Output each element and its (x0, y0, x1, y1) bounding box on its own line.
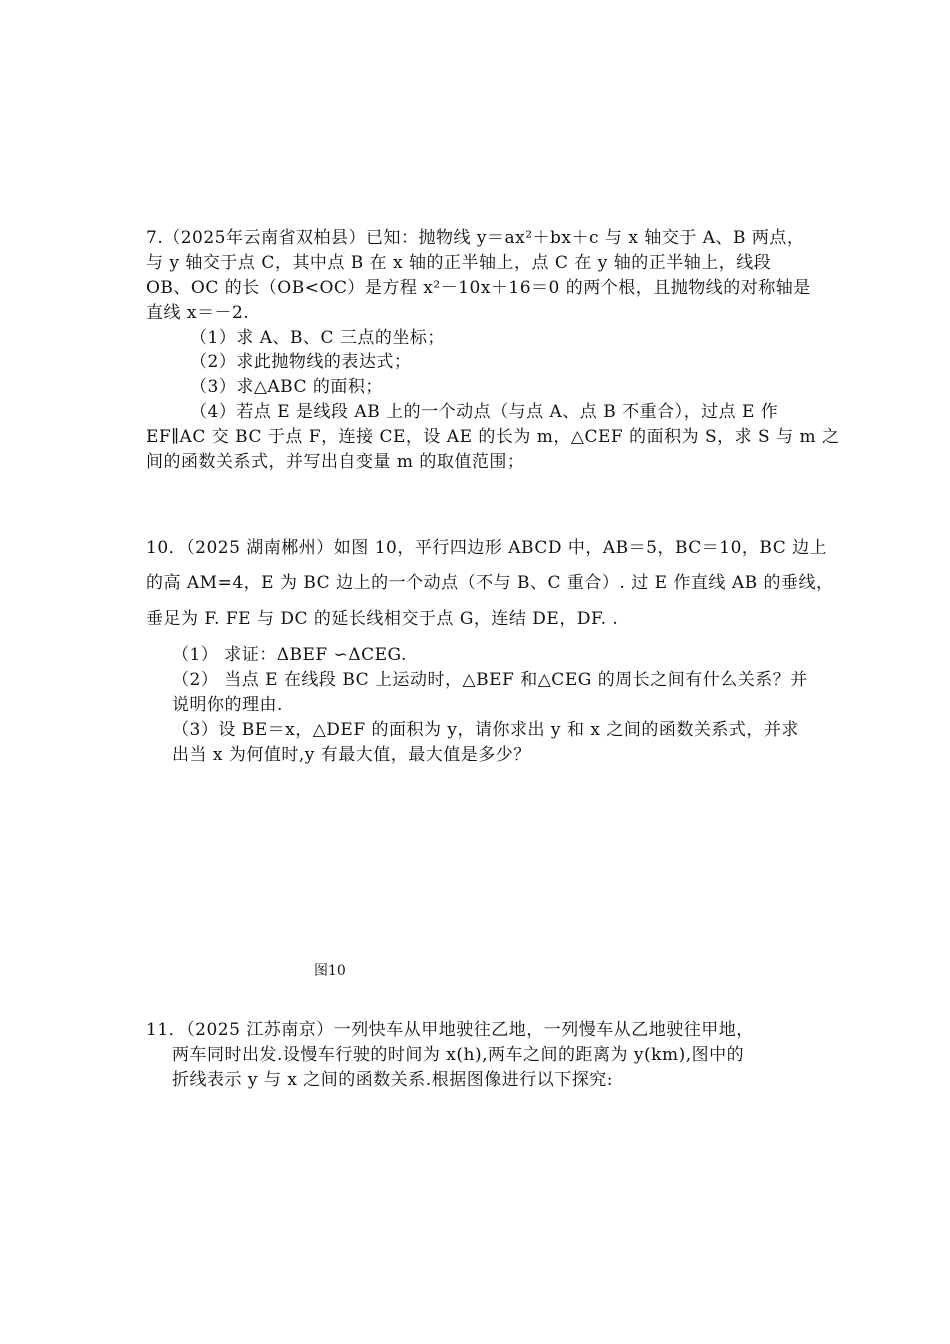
q10-part-1: （1） 求证：ΔBEF ∽ΔCEG. (172, 645, 407, 665)
q10-part-2-line-2: 说明你的理由. (172, 695, 283, 715)
q11-line-3: 折线表示 y 与 x 之间的函数关系.根据图像进行以下探究: (172, 1070, 613, 1090)
q10-line-3: 垂足为 F. FE 与 DC 的延长线相交于点 G，连结 DE，DF. . (146, 609, 619, 629)
q7-line-2: 与 y 轴交于点 C，其中点 B 在 x 轴的正半轴上，点 C 在 y 轴的正半轴上，线段 (146, 253, 772, 273)
q7-line-4: 直线 x＝－2. (146, 303, 250, 323)
q10-line-1: 10．（2025 湖南郴州）如图 10，平行四边形 ABCD 中，AB＝5，BC＝10，BC 边上 (146, 538, 828, 558)
q7-part-1: （1）求 A、B、C 三点的坐标； (190, 328, 445, 348)
q7-part-4-line-3: 间的函数关系式，并写出自变量 m 的取值范围； (146, 452, 525, 472)
q10-line-2: 的高 AM=4，E 为 BC 边上的一个动点（不与 B、C 重合）. 过 E 作直线 AB 的垂线， (146, 573, 834, 593)
q10-part-3-line-1: （3）设 BE＝x，△DEF 的面积为 y，请你求出 y 和 x 之间的函数关系式，并求 (172, 720, 799, 740)
q11-line-2: 两车同时出发.设慢车行驶的时间为 x(h),两车之间的距离为 y(km),图中的 (172, 1045, 745, 1065)
figure-10-caption: 图10 (314, 963, 346, 979)
q7-part-3: （3）求△ABC 的面积； (190, 377, 383, 397)
q7-part-4-line-1: （4）若点 E 是线段 AB 上的一个动点（与点 A、点 B 不重合），过点 E 作 (190, 402, 779, 422)
q7-line-1: 7.（2025年云南省双柏县）已知：抛物线 y＝ax²＋bx＋c 与 x 轴交于 A、B 两点， (146, 228, 805, 248)
q10-part-3-line-2: 出当 x 为何值时,y 有最大值，最大值是多少？ (172, 745, 531, 765)
q11-line-1: 11．（2025 江苏南京）一列快车从甲地驶往乙地，一列慢车从乙地驶往甲地， (146, 1020, 754, 1040)
q10-part-2-line-1: （2） 当点 E 在线段 BC 上运动时，△BEF 和△CEG 的周长之间有什么关系？并 (172, 670, 808, 690)
q7-part-2: （2）求此抛物线的表达式； (190, 352, 412, 372)
q7-part-4-line-2: EF∥AC 交 BC 于点 F，连接 CE，设 AE 的长为 m，△CEF 的面积为 S，求 S 与 m 之 (146, 427, 840, 447)
q7-line-3: OB、OC 的长（OB<OC）是方程 x²－10x＋16＝0 的两个根，且抛物线的对称轴是 (146, 278, 811, 298)
